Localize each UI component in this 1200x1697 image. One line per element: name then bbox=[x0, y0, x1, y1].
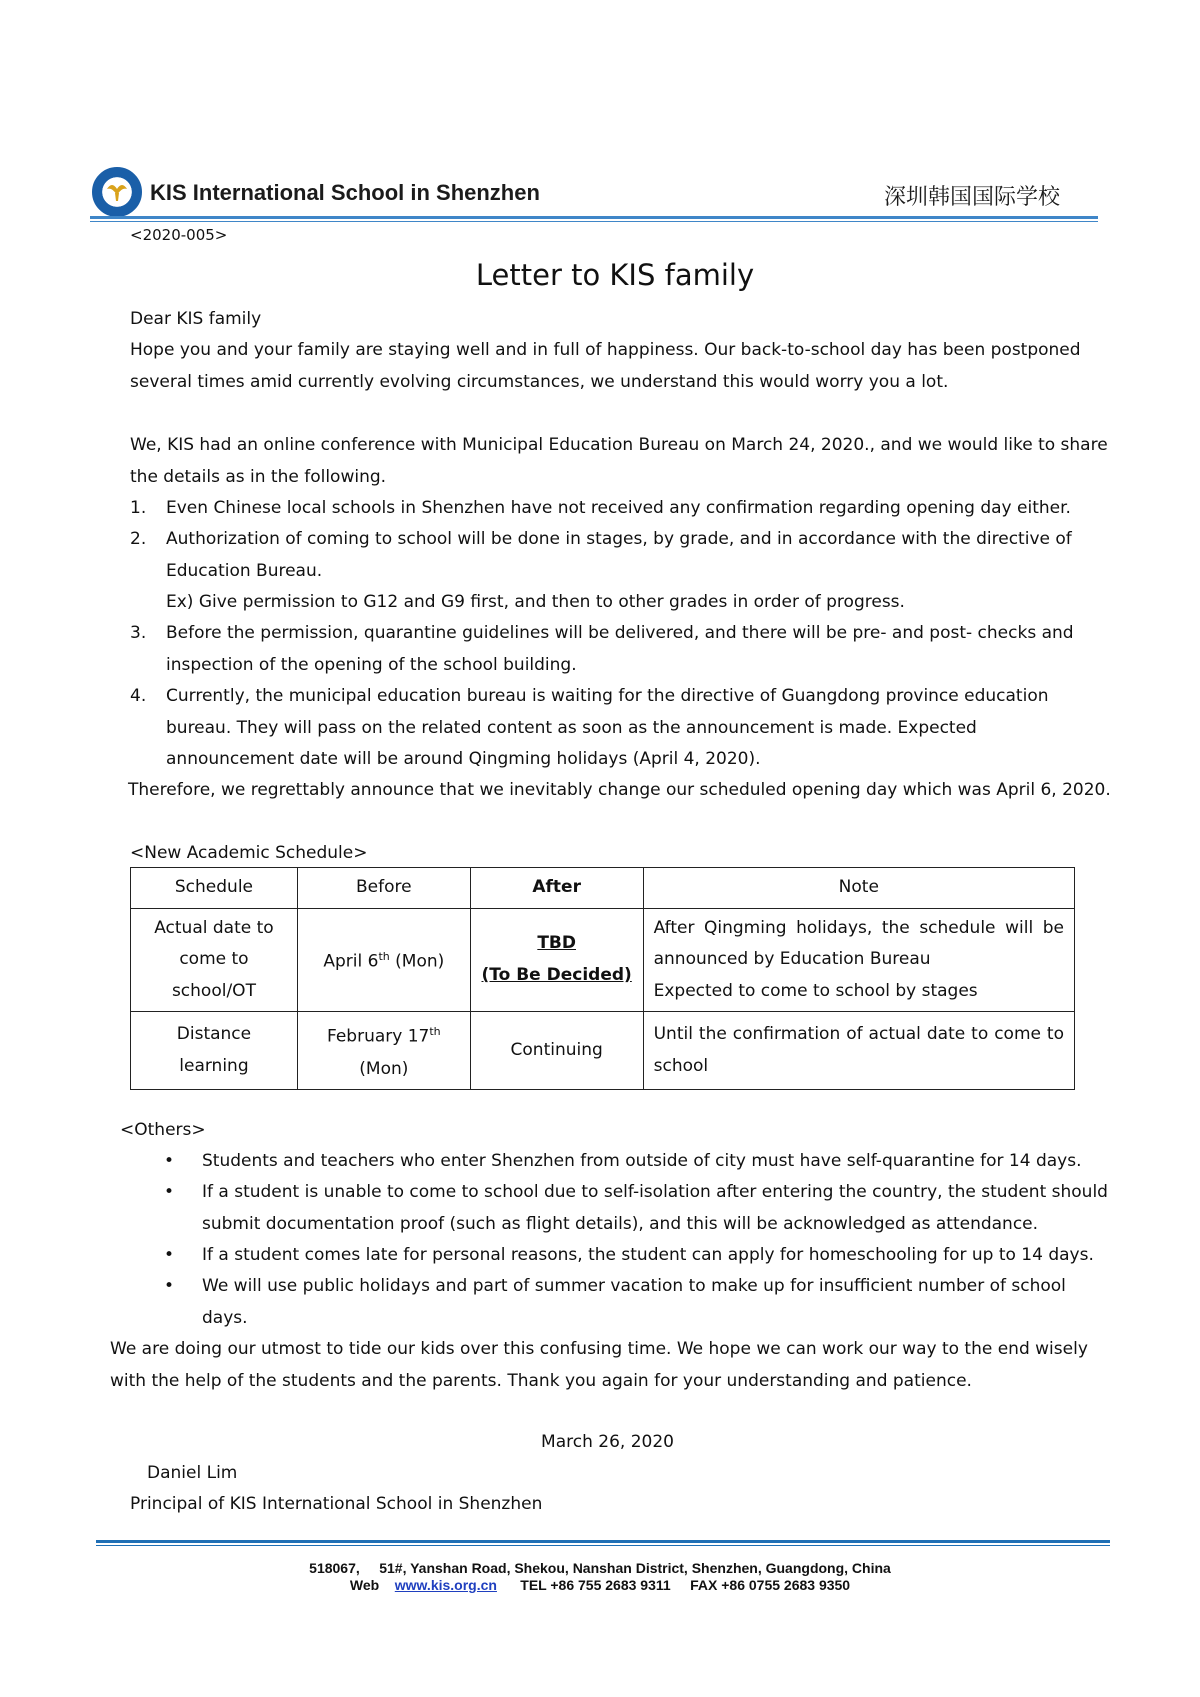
table-header-cell: After bbox=[470, 868, 643, 909]
list-item-number: 3. bbox=[130, 623, 147, 643]
phone-number: TEL +86 755 2683 9311 bbox=[520, 1577, 671, 1593]
table-row bbox=[131, 908, 1075, 1012]
table-header-row bbox=[131, 868, 1075, 909]
bullet-icon: • bbox=[164, 1276, 175, 1296]
before-date: April 6 bbox=[323, 952, 379, 973]
table-header-cell: Note bbox=[643, 868, 1074, 909]
header-divider bbox=[90, 216, 1098, 219]
list-item: We will use public holidays and part of summer vacation to make up for insufficient number of school days. bbox=[202, 1276, 1066, 1328]
list-item: Students and teachers who enter Shenzhen from outside of city must have self-quarantine for 14 days. bbox=[202, 1151, 1082, 1171]
note-line: Expected to come to school by stages bbox=[653, 980, 978, 1001]
before-day: (Mon) bbox=[389, 952, 445, 973]
fax-number: FAX +86 0755 2683 9350 bbox=[690, 1577, 851, 1593]
schedule-heading: <New Academic Schedule> bbox=[130, 843, 368, 863]
header-divider-thin bbox=[90, 221, 1098, 222]
letter-title: Letter to KIS family bbox=[475, 258, 755, 292]
footer-divider bbox=[96, 1540, 1110, 1543]
therefore-paragraph: Therefore, we regrettably announce that we inevitably change our scheduled opening day which was April 6, 2020. bbox=[128, 780, 1111, 800]
list-item: Even Chinese local schools in Shenzhen have not received any confirmation regarding opening day either. bbox=[166, 498, 1071, 518]
ordinal-suffix: th bbox=[378, 950, 390, 964]
school-crest-icon bbox=[92, 167, 142, 217]
list-item-number: 2. bbox=[130, 529, 147, 549]
intro-paragraph: Hope you and your family are staying well and in full of happiness. Our back-to-school day has been postponed several times amid currently evolving circumstances, we understand this would worry you a lot. bbox=[130, 340, 1081, 392]
signatory-name: Daniel Lim bbox=[147, 1463, 238, 1483]
table-cell bbox=[643, 908, 1074, 1012]
closing-paragraph: We are doing our utmost to tide our kids over this confusing time. We hope we can work our way to the end wisely with the help of the students and the parents. Thank you again for your understanding and patience. bbox=[110, 1339, 1088, 1391]
bullet-icon: • bbox=[164, 1182, 175, 1202]
footer-divider-thin bbox=[96, 1545, 1110, 1546]
web-label: Web bbox=[349, 1577, 380, 1593]
school-name-chinese: 深圳韩国国际学校 bbox=[883, 185, 1060, 210]
signatory-position: Principal of KIS International School in Shenzhen bbox=[130, 1494, 543, 1514]
before-day: (Mon) bbox=[359, 1058, 409, 1079]
bullet-icon: • bbox=[164, 1245, 175, 1265]
table-cell: Actual date to come to school/OT bbox=[131, 908, 298, 1012]
table-cell bbox=[470, 908, 643, 1012]
tbd-expanded: (To Be Decided) bbox=[481, 964, 632, 985]
table-cell bbox=[297, 908, 470, 1012]
table-cell: Distance learning bbox=[131, 1012, 298, 1090]
list-item: If a student is unable to come to school due to self-isolation after entering the country, the student should submit documentation proof (such as flight details), and this will be acknowledged as attendance. bbox=[202, 1182, 1108, 1234]
list-item-example: Ex) Give permission to G12 and G9 first, and then to other grades in order of progress. bbox=[166, 592, 905, 612]
table-cell: Until the confirmation of actual date to come to school bbox=[643, 1012, 1074, 1090]
schedule-table bbox=[130, 867, 1075, 1090]
bullet-icon: • bbox=[164, 1151, 175, 1171]
list-item: Currently, the municipal education bureau is waiting for the directive of Guangdong province education bureau. They will pass on the related content as soon as the announcement is made. Expected announcement date will be around Qingming holidays (April 4, 2020). bbox=[166, 686, 1049, 770]
note-line: After Qingming holidays, the schedule will be announced by Education Bureau bbox=[653, 917, 1064, 970]
table-cell bbox=[297, 1012, 470, 1090]
list-item: Authorization of coming to school will be done in stages, by grade, and in accordance with the directive of Education Bureau. bbox=[166, 529, 1072, 581]
footer-address: 518067, 51#, Yanshan Road, Shekou, Nanshan District, Shenzhen, Guangdong, China bbox=[309, 1560, 891, 1576]
list-item: Before the permission, quarantine guidelines will be delivered, and there will be pre- and post- checks and inspection of the opening of the school building. bbox=[166, 623, 1074, 675]
ordinal-suffix: th bbox=[429, 1025, 441, 1039]
list-item-number: 4. bbox=[130, 686, 147, 706]
table-header-cell: Schedule bbox=[131, 868, 298, 909]
conference-paragraph: We, KIS had an online conference with Municipal Education Bureau on March 24, 2020., and we would like to share the details as in the following. bbox=[130, 435, 1108, 487]
letter-date: March 26, 2020 bbox=[541, 1432, 674, 1452]
footer-contact bbox=[0, 1577, 1200, 1593]
others-heading: <Others> bbox=[120, 1120, 206, 1140]
table-header-cell: Before bbox=[297, 868, 470, 909]
list-item: If a student comes late for personal reasons, the student can apply for homeschooling for up to 14 days. bbox=[202, 1245, 1094, 1265]
tbd-label: TBD bbox=[537, 933, 576, 954]
school-name: KIS International School in Shenzhen bbox=[150, 180, 540, 205]
greeting: Dear KIS family bbox=[130, 309, 262, 329]
before-date: February 17 bbox=[326, 1027, 430, 1048]
table-cell: Continuing bbox=[470, 1012, 643, 1090]
table-row bbox=[131, 1012, 1075, 1090]
website-link[interactable]: www.kis.org.cn bbox=[394, 1577, 497, 1593]
letter-reference: <2020-005> bbox=[130, 226, 228, 244]
list-item-number: 1. bbox=[130, 498, 147, 518]
